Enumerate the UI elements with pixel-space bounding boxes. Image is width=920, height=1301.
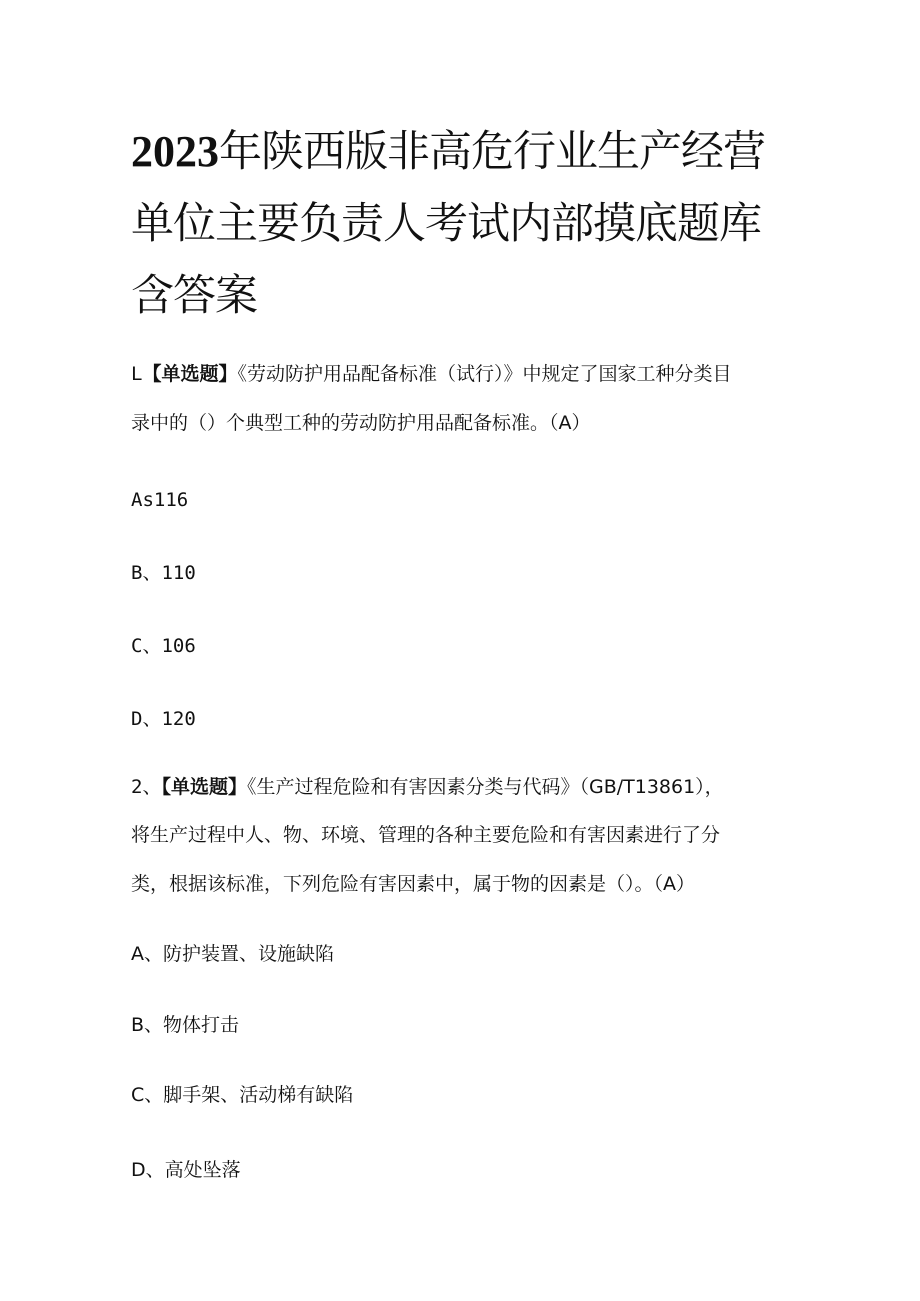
question-1-text: 《劳动防护用品配备标准（试行）》中规定了国家工种分类目 (237, 363, 732, 385)
question-2-line-2: 将生产过程中人、物、环境、管理的各种主要危险和有害因素进行了分 (131, 824, 721, 846)
question-1-option-c: C、106 (131, 635, 196, 657)
document-title (131, 116, 811, 332)
question-1-option-a: As116 (131, 489, 189, 511)
question-1-option-d: D、120 (131, 708, 196, 730)
question-1-line-2: 录中的（）个典型工种的劳动防护用品配备标准。（A） (131, 412, 591, 434)
question-2-text: 《生产过程危险和有害因素分类与代码》（GB/T13861）， (246, 776, 724, 798)
question-1-type: 【单选题】 (142, 363, 238, 385)
question-2-option-c: C、脚手架、活动梯有缺陷 (131, 1084, 354, 1106)
title-year: 2023 (131, 127, 219, 176)
question-2-option-a: A、防护装置、设施缺陷 (131, 943, 334, 965)
title-line-1-text: 年陕西版非高危行业生产经营 (219, 127, 765, 177)
question-1-line-1 (131, 362, 731, 386)
question-1-option-b: B、110 (131, 562, 196, 584)
title-line-2: 单位主要负责人考试内部摸底题库 (131, 199, 761, 249)
question-1-number: L (131, 363, 143, 385)
question-2-type: 【单选题】 (161, 776, 247, 798)
question-2-number: 2、 (131, 776, 162, 798)
title-line-1 (131, 116, 811, 188)
question-2-line-1 (131, 775, 724, 799)
question-2-option-d: D、高处坠落 (131, 1159, 241, 1181)
question-2-line-3: 类，根据该标准，下列危险有害因素中，属于物的因素是（）。（A） (131, 873, 695, 895)
title-line-3: 含答案 (131, 271, 257, 321)
question-2-option-b: B、物体打击 (131, 1014, 240, 1036)
